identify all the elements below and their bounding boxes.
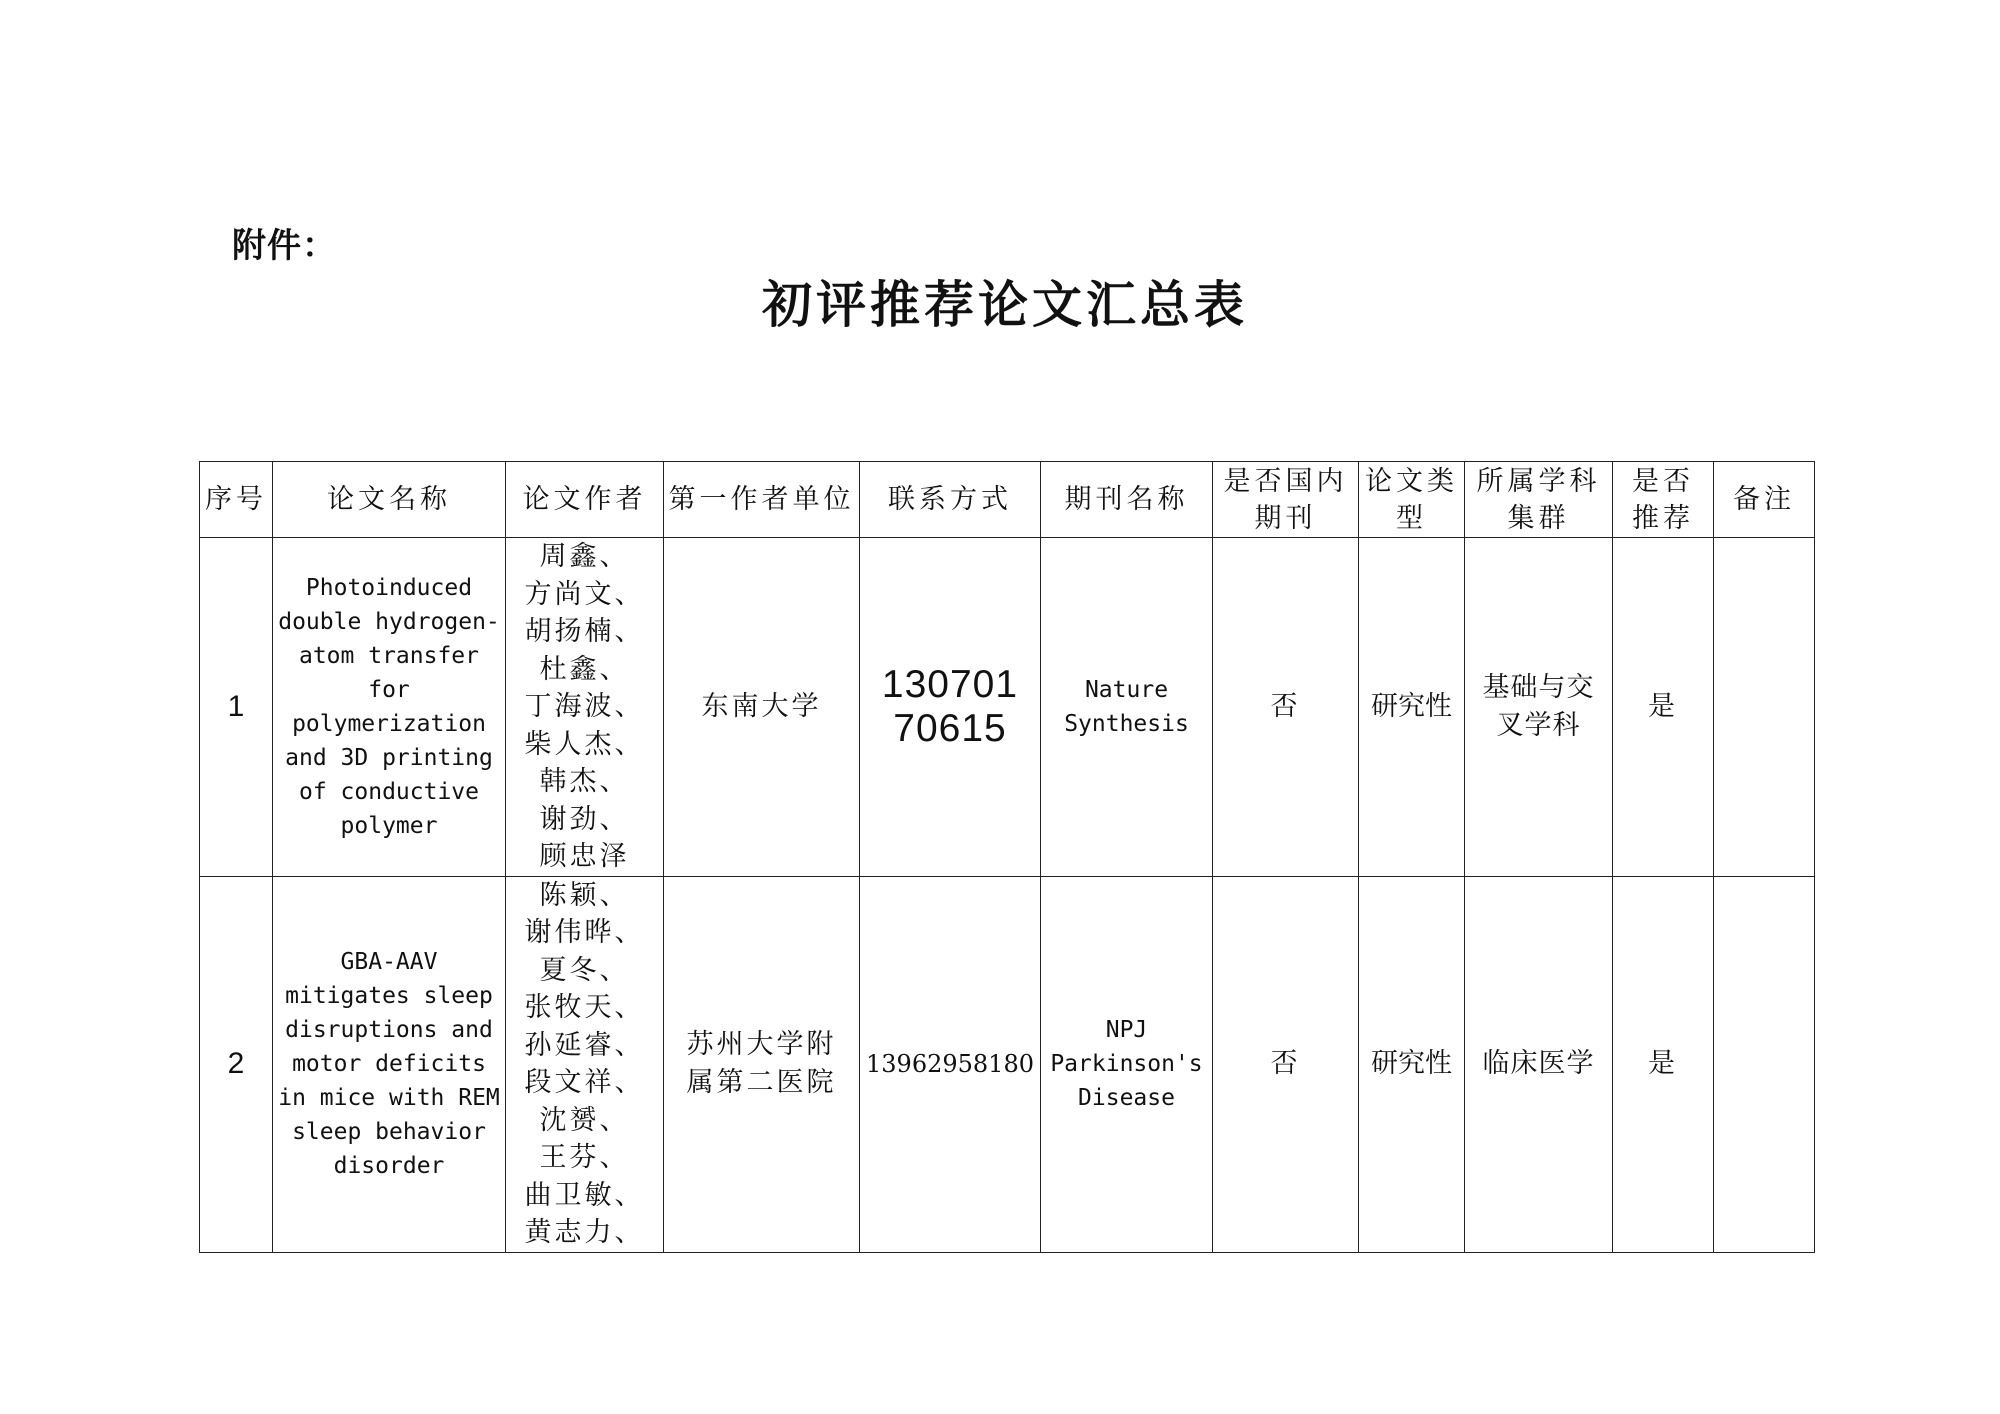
- author-name: 丁海波、: [524, 691, 645, 722]
- cell-domestic: 否: [1213, 538, 1359, 877]
- cell-journal: NPJ Parkinson's Disease: [1041, 876, 1213, 1252]
- author-name: 夏冬、: [539, 954, 630, 986]
- author-name: 谢劲、: [539, 803, 630, 835]
- header-paper-type: 论文类型: [1359, 462, 1465, 538]
- author-name: 沈赟、: [539, 1104, 630, 1136]
- author-name: 周鑫、: [539, 541, 630, 572]
- header-row: [200, 462, 1815, 538]
- author-name: 韩杰、: [539, 766, 630, 797]
- cell-discipline: 临床医学: [1465, 876, 1613, 1252]
- author-name: 顾忠泽: [539, 841, 630, 872]
- cell-domestic: 否: [1213, 876, 1359, 1252]
- page-title: 初评推荐论文汇总表: [762, 275, 1248, 334]
- author-name: 谢伟晔、: [524, 917, 645, 948]
- cell-discipline: 基础与交叉学科: [1465, 538, 1613, 877]
- header-domestic: 是否国内期刊: [1213, 462, 1359, 538]
- cell-paper-title: GBA-AAV mitigates sleep disruptions and motor deficits in mice with REM sleep behavior disorder: [273, 876, 506, 1252]
- author-name: 杜鑫、: [539, 653, 630, 685]
- header-remarks: 备注: [1714, 462, 1815, 538]
- cell-authors: [506, 876, 664, 1252]
- cell-first-author-unit: 东南大学: [664, 538, 860, 877]
- author-name: 柴人杰、: [524, 728, 645, 760]
- cell-contact: 13070170615: [860, 538, 1041, 877]
- cell-seq: 1: [200, 538, 273, 877]
- cell-recommend: 是: [1613, 876, 1714, 1252]
- header-seq: 序号: [200, 462, 273, 538]
- cell-recommend: 是: [1613, 538, 1714, 877]
- author-name: 曲卫敏、: [524, 1179, 645, 1211]
- cell-remarks: [1714, 538, 1815, 877]
- author-name: 王芬、: [539, 1142, 630, 1173]
- cell-journal: Nature Synthesis: [1041, 538, 1213, 877]
- table-row: [200, 876, 1815, 1252]
- summary-table: [199, 461, 1815, 1253]
- author-name: 方尚文、: [524, 578, 645, 610]
- cell-contact: 13962958180: [860, 876, 1041, 1252]
- cell-paper-title: Photoinduced double hydrogen-atom transfer for polymerization and 3D printing of conductive polymer: [273, 538, 506, 877]
- author-name: 孙延睿、: [524, 1029, 645, 1061]
- cell-paper-type: 研究性: [1359, 538, 1465, 877]
- header-discipline: 所属学科集群: [1465, 462, 1613, 538]
- author-name: 张牧天、: [524, 992, 645, 1023]
- cell-seq: 2: [200, 876, 273, 1252]
- cell-first-author-unit: 苏州大学附属第二医院: [664, 876, 860, 1252]
- author-name: 黄志力、: [524, 1217, 645, 1248]
- author-name: 段文祥、: [524, 1067, 645, 1098]
- header-contact: 联系方式: [860, 462, 1041, 538]
- cell-remarks: [1714, 876, 1815, 1252]
- table-row: [200, 538, 1815, 877]
- attachment-label: 附件：: [232, 226, 337, 266]
- header-first-author-unit: 第一作者单位: [664, 462, 860, 538]
- author-name: 陈颖、: [539, 879, 630, 911]
- header-authors: 论文作者: [506, 462, 664, 538]
- author-name: 胡扬楠、: [524, 616, 645, 647]
- header-journal: 期刊名称: [1041, 462, 1213, 538]
- cell-authors: [506, 538, 664, 877]
- cell-paper-type: 研究性: [1359, 876, 1465, 1252]
- header-recommend: 是否推荐: [1613, 462, 1714, 538]
- header-paper-title: 论文名称: [273, 462, 506, 538]
